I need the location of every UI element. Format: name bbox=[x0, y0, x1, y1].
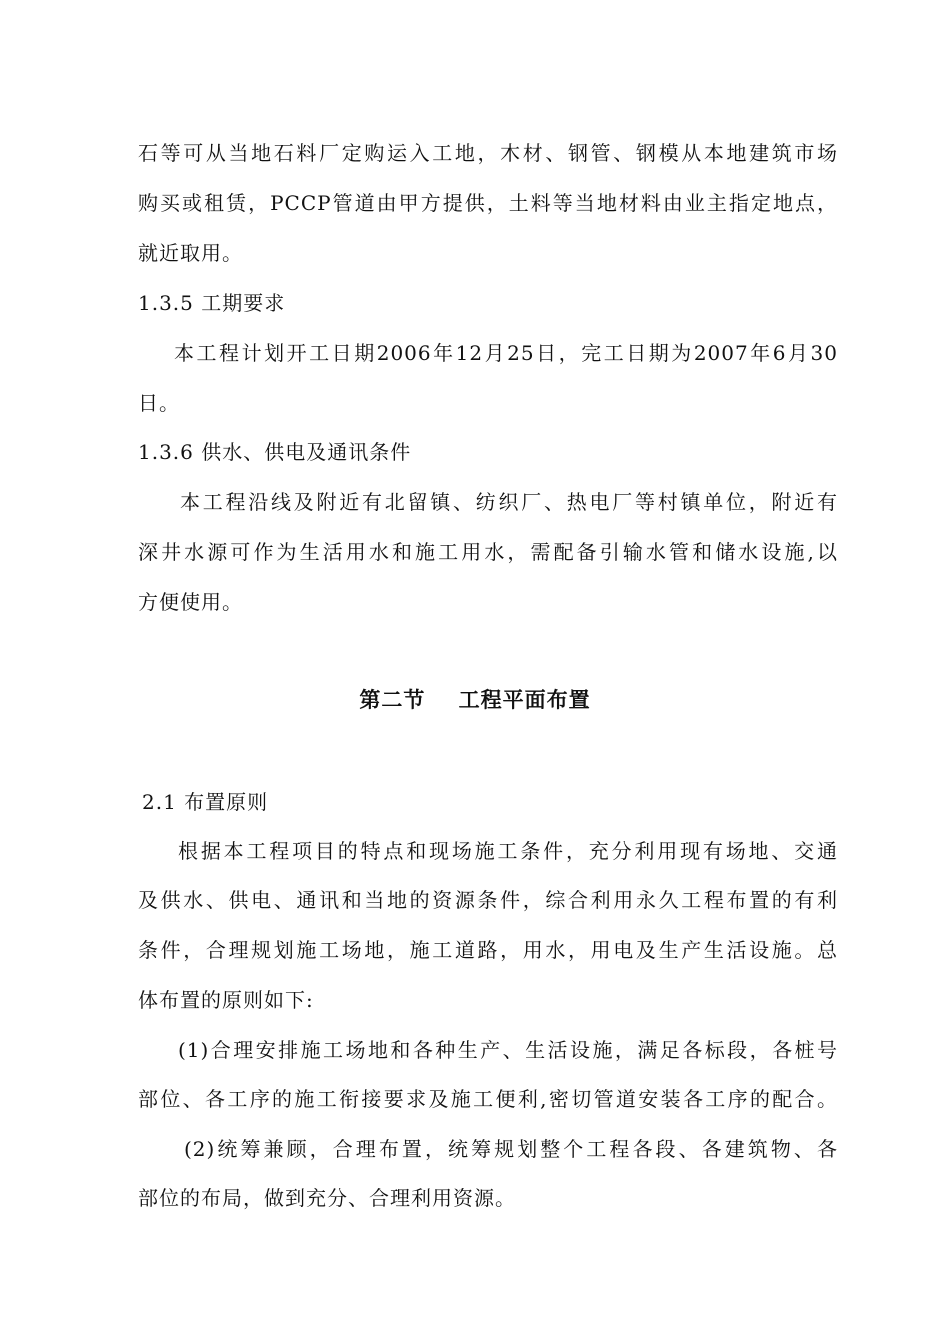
paragraph-utilities-line-2: 深井水源可作为生活用水和施工用水，需配备引输水管和储水设施,以 bbox=[138, 540, 838, 564]
paragraph-principles-line-3: 条件，合理规划施工场地，施工道路，用水，用电及生产生活设施。总 bbox=[138, 938, 838, 962]
paragraph-materials-line-2: 购买或租赁，PCCP管道由甲方提供，土料等当地材料由业主指定地点， bbox=[138, 191, 838, 215]
paragraph-utilities-line-1: 本工程沿线及附近有北留镇、纺织厂、热电厂等村镇单位，附近有 bbox=[180, 490, 838, 514]
heading-1-3-5: 1.3.5 工期要求 bbox=[138, 291, 286, 315]
list-item-1-line-2: 部位、各工序的施工衔接要求及施工便利,密切管道安装各工序的配合。 bbox=[138, 1087, 838, 1111]
paragraph-schedule-line-2: 日。 bbox=[138, 391, 180, 415]
paragraph-materials-line-3: 就近取用。 bbox=[138, 241, 243, 265]
heading-2-1: 2.1 布置原则 bbox=[142, 790, 269, 814]
paragraph-principles-line-4: 体布置的原则如下: bbox=[138, 988, 314, 1012]
list-item-1-line-1: (1)合理安排施工场地和各种生产、生活设施，满足各标段，各桩号 bbox=[178, 1038, 838, 1062]
list-item-2-line-1: (2)统筹兼顾，合理布置，统筹规划整个工程各段、各建筑物、各 bbox=[184, 1137, 838, 1161]
paragraph-principles-line-1: 根据本工程项目的特点和现场施工条件，充分利用现有场地、交通 bbox=[178, 839, 838, 863]
paragraph-materials-line-1: 石等可从当地石料厂定购运入工地，木材、钢管、钢模从本地建筑市场 bbox=[138, 141, 838, 165]
paragraph-principles-line-2: 及供水、供电、通讯和当地的资源条件，综合利用永久工程布置的有利 bbox=[138, 888, 838, 912]
paragraph-utilities-line-3: 方便使用。 bbox=[138, 590, 243, 614]
heading-1-3-6: 1.3.6 供水、供电及通讯条件 bbox=[138, 440, 412, 464]
paragraph-schedule-line-1: 本工程计划开工日期2006年12月25日，完工日期为2007年6月30 bbox=[174, 341, 838, 365]
section-title: 第二节 工程平面布置 bbox=[359, 688, 591, 712]
list-item-2-line-2: 部位的布局，做到充分、合理利用资源。 bbox=[138, 1186, 516, 1210]
